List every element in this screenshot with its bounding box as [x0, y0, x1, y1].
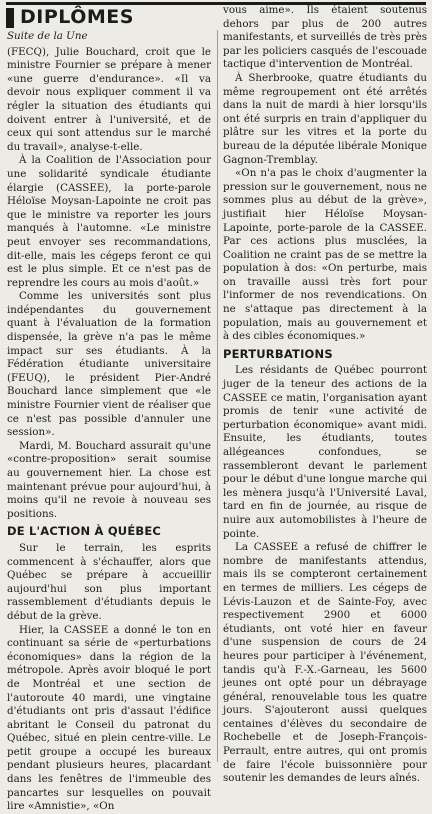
section-title: DIPLÔMES [20, 6, 134, 28]
left-column [7, 30, 211, 814]
subhead: DE L'ACTION À QUÉBEC [7, 524, 162, 539]
paragraph: (FECQ), Julie Bouchard, croit que le ministre Fournier se prépare à mener «une guerre d'endurance». «Il va devoir nous expliquer comment il va régler la situation des étudiants qui doivent entrer à l'université, et de ceux qui sont attendus sur le marché du travail», analyse-t-elle. [7, 45, 211, 153]
paragraph: Les résidants de Québec pourront juger de la teneur des actions de la CASSEE ce matin, l'organisation ayant promis de tenir «une activité de perturbation économique» avant midi. Ensuite, les étudiants, toutes allégeances confondues, se rassembleront devant le parlement pour le début d'une longue marche qui les mènera jusqu'à l'Université Laval, tard en fin de journée, au risque de nuire aux automobilistes à l'heure de pointe. [223, 364, 427, 540]
paragraph: Hier, la CASSEE a donné le ton en continuant sa série de «perturbations économiques» dans la région de la métropole. Après avoir bloqué le port de Montréal et une section de l'autoroute 40 mardi, une vingtaine d'étudiants ont pris d'assaut l'édifice abritant le Conseil du patronat du Québec, situé en plein centre-ville. Le petit groupe a occupé les bureaux pendant plusieurs heures, placardant dans les fenêtres de l'immeuble des pancartes sur lesquelles on pouvait lire «Amnistie», «On [7, 623, 211, 813]
masthead-bar [6, 8, 14, 28]
paragraph: «On n'a pas le choix d'augmenter la pression sur le gouvernement, nous ne sommes plus au début de la grève», justifiait hier Héloïse Moysan-Lapointe, porte-parole de la CASSEE. Par ces actions plus musclées, la Coalition ne craint pas de se mettre la population à dos: «On perturbe, mais on travaille aussi très fort pour l'informer de nos revendications. On ne s'attaque pas directement à la population, mais au gouvernement et à des cibles économiques.» [223, 167, 427, 343]
continued-from-front: Suite de la Une [7, 30, 88, 42]
right-column [223, 4, 427, 786]
paragraph: vous aime». Ils étaient soutenus dehors par plus de 200 autres manifestants, et surveillés de très près par les policiers casqués de l'escouade tactique d'intervention de Montréal. [223, 4, 427, 71]
paragraph: À Sherbrooke, quatre étudiants du même regroupement ont été arrêtés dans la nuit de mardi à hier lorsqu'ils ont été surpris en train d'appliquer du plâtre sur les vitres et la porte du bureau de la députée libérale Monique Gagnon-Tremblay. [223, 71, 427, 166]
paragraph: À la Coalition de l'Association pour une solidarité syndicale étudiante élargie (CASSEE), la porte-parole Héloïse Moysan-Lapointe ne croit pas que le ministre va reporter les jours manqués à l'automne. «Le ministre peut envoyer ses recommandations, dit-elle, mais les cégeps feront ce qui est le plus simple. Et ce n'est pas de reprendre les cours au mois d'août.» [7, 154, 211, 289]
paragraph: Comme les universités sont plus indépendantes du gouvernement quant à l'évaluation de la formation dispensée, la grève n'a pas le même impact sur ses étudiants. À la Fédération étudiante universitaire (FEUQ), le président Pier-André Bouchard lance simplement que «le ministre Fournier vient de réaliser que ce n'est pas possible d'annuler une session». [7, 290, 211, 439]
column-divider [217, 30, 218, 762]
paragraph: Mardi, M. Bouchard assurait qu'une «contre-proposition» serait soumise au gouvernement hier. La chose est maintenant prévue pour aujourd'hui, à moins qu'il ne revoie à nouveau ses positions. [7, 439, 211, 520]
paragraph: La CASSEE a refusé de chiffrer le nombre de manifestants attendus, mais ils se compteront certainement en termes de milliers. Les cégeps de Lévis-Lauzon et de Sainte-Foy, avec respectivement 2900 et 6000 étudiants, ont voté hier en faveur d'une suspension de cours de 24 heures pour participer à l'événement, tandis qu'à F.-X.-Garneau, les 5600 jeunes ont opté pour un débrayage général, renouvelable tous les quatre jours. S'ajouteront aussi quelques centaines d'élèves du secondaire de Rochebelle et de Joseph-François-Perrault, entre autres, qui ont promis de faire l'école buissonnière pour soutenir les demandes de leurs aînés. [223, 541, 427, 785]
paragraph: Sur le terrain, les esprits commencent à s'échauffer, alors que Québec se prépare à accueillir aujourd'hui son plus important rassemblement d'étudiants depuis le début de la grève. [7, 541, 211, 622]
subhead: PERTURBATIONS [223, 346, 333, 361]
